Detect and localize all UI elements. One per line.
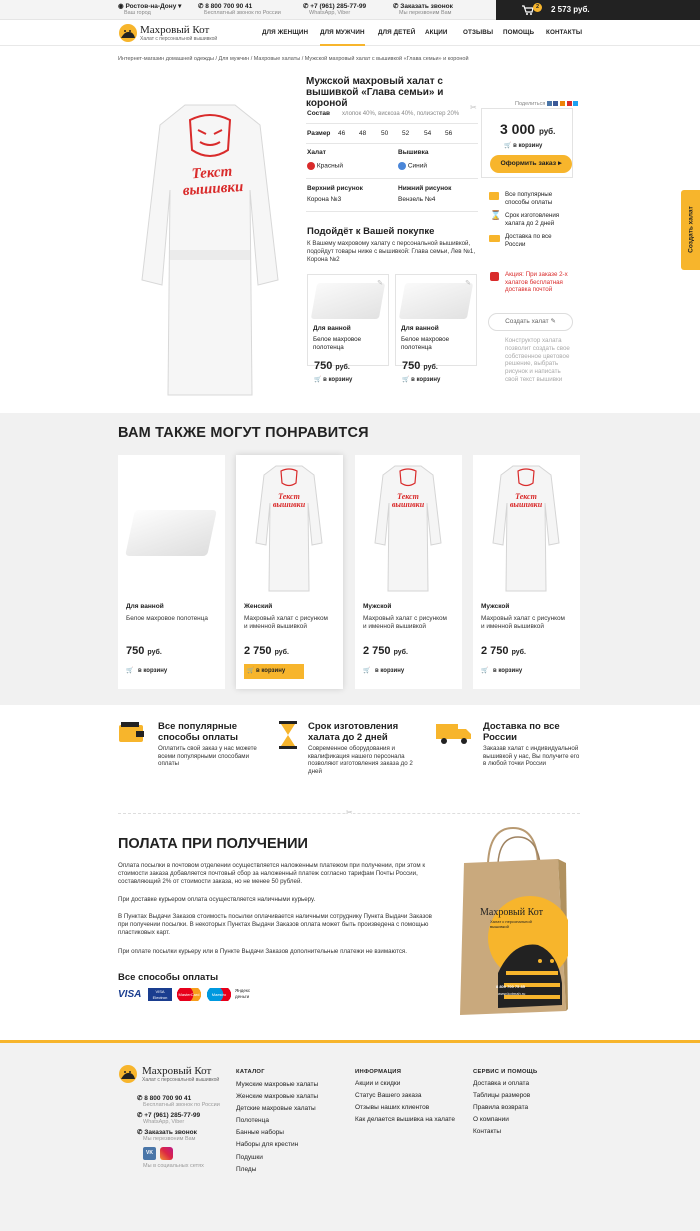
footer-info-links xyxy=(355,1078,455,1126)
whatsapp-icon: ✆ xyxy=(137,1112,143,1119)
footer-catalog-links xyxy=(236,1079,318,1176)
benefit-delivery-title: Доставка по все России xyxy=(483,721,560,743)
phone-1-sub: Бесплатный звонок по России xyxy=(204,10,281,16)
footer-link[interactable]: Мужские махровые халаты xyxy=(236,1081,319,1088)
footer-phone-2-number: +7 (961) 285-77-99 xyxy=(144,1112,201,1119)
whatsapp-icon: ✆ xyxy=(303,3,309,10)
cart-icon: 🛒 xyxy=(247,668,255,674)
footer-link[interactable]: Правила возврата xyxy=(473,1104,529,1112)
cart-icon: 🛒 xyxy=(402,377,410,383)
bag-site: www.kotmah.ru xyxy=(498,991,526,996)
bottom-pattern-label: Нижний рисунок xyxy=(398,185,452,192)
footer-link[interactable]: Доставка и оплата xyxy=(473,1080,530,1087)
robe-image xyxy=(254,463,324,593)
suit-card-currency: руб. xyxy=(423,364,438,371)
feature-delivery-text: Доставка по все России xyxy=(505,233,552,248)
footer-link[interactable]: Как делается вышивка на халате xyxy=(355,1116,455,1124)
robe-image xyxy=(373,463,443,593)
create-robe-button[interactable] xyxy=(488,313,573,331)
benefit-payment-title: Все популярные способы оплаты xyxy=(158,721,239,743)
divider xyxy=(306,178,478,179)
payment-paragraph-3: В Пунктах Выдачи Заказов стоимость посылки оплачивается наличными сотруднику Пункта Выдачи Заказов при получении посылки. В некоторых Пунктах Выдачи Заказов оплата может быть произведена с помощью пластиковых карт. xyxy=(118,913,432,936)
card-name: Махровый халат с рисунком и именной вышивкой xyxy=(363,615,447,630)
cart-label: в корзину xyxy=(256,668,286,674)
recommendation-card-3[interactable] xyxy=(355,455,462,689)
share-bar[interactable] xyxy=(515,101,578,107)
brand-name: Махровый Кот xyxy=(140,24,210,36)
footer-link[interactable]: Отзывы наших клиентов xyxy=(355,1104,430,1112)
footer-link[interactable]: О компании xyxy=(473,1116,509,1124)
card-embroidery-text: Текст вышивки xyxy=(272,492,306,509)
robe-color-label: Халат xyxy=(307,149,326,156)
maestro-logo: Maestro xyxy=(206,988,232,1001)
breadcrumb[interactable]: Интернет-магазин домашней одежды / Для мужчин / Махровые халаты / Мужской махровый халат с вышивкой «Глава семьи» и короной xyxy=(118,56,469,62)
suit-card-cart-button[interactable] xyxy=(314,376,352,383)
payment-title: ПОЛАТА ПРИ ПОЛУЧЕНИИ xyxy=(118,836,308,852)
callback-icon: ✆ xyxy=(137,1129,143,1136)
cart-label: в корзину xyxy=(411,377,441,383)
footer-catalog-title: КАТАЛОГ xyxy=(236,1069,265,1075)
feature-delivery xyxy=(489,233,569,248)
visa-electron-logo: VISA Electron xyxy=(148,988,172,1001)
robe-illustration xyxy=(140,100,280,400)
nav-contacts[interactable]: КОНТАКТЫ xyxy=(546,29,583,36)
edit-icon[interactable]: ✎ xyxy=(465,280,471,287)
footer-link[interactable]: Контакты xyxy=(473,1128,502,1136)
recommendations-title: ВАМ ТАКЖЕ МОГУТ ПОНРАВИТСЯ xyxy=(118,425,369,441)
card-name: Махровый халат с рисунком и именной вышивкой xyxy=(481,615,565,630)
footer-brand-tagline: Халат с персональной вышивкой xyxy=(142,1077,220,1083)
price-value: 3 000 xyxy=(500,121,536,137)
nav-active-indicator xyxy=(320,44,365,46)
price-currency: руб. xyxy=(538,127,556,136)
cart-label: в корзину xyxy=(138,668,168,674)
footer-social-sub: Мы в социальных сетях xyxy=(143,1163,204,1169)
order-label: Оформить заказ xyxy=(500,160,557,167)
order-button[interactable] xyxy=(490,155,572,173)
card-currency: руб. xyxy=(393,649,408,656)
footer-link[interactable]: Полотенца xyxy=(236,1117,269,1125)
suit-card-name: Белое махровое полотенца xyxy=(313,336,362,351)
card-currency: руб. xyxy=(511,649,526,656)
location-icon: ◉ xyxy=(118,3,124,10)
cart-icon: 🛒 xyxy=(363,668,371,674)
city-selector[interactable]: ◉ Ростов-на-Дону ▾ Ваш город xyxy=(118,3,182,16)
instagram-icon[interactable] xyxy=(160,1147,173,1160)
footer-phone-1-sub: Бесплатный звонок по России xyxy=(143,1102,220,1108)
suit-card-category: Для ванной xyxy=(401,325,439,332)
size-50[interactable]: 50 xyxy=(381,130,389,137)
recommendation-card-1[interactable] xyxy=(118,455,225,689)
hourglass-icon: ⌛ xyxy=(490,210,502,220)
embroidery-text: Текст вышивки xyxy=(182,163,244,200)
feature-payment xyxy=(489,191,569,206)
cat-logo-icon xyxy=(118,1064,138,1084)
city-name: Ростов-на-Дону xyxy=(125,3,177,10)
embroidery-color-label: Вышивка xyxy=(398,149,429,156)
card-price: 2 750 xyxy=(363,645,391,657)
promo-note[interactable] xyxy=(489,271,581,294)
nav-reviews[interactable]: ОТЗЫВЫ xyxy=(463,29,494,36)
create-robe-label: Создать халат xyxy=(505,318,549,325)
brand-tagline: Халат с персональной вышивкой xyxy=(140,36,218,42)
footer-phone-1[interactable] xyxy=(137,1094,220,1108)
cart-icon: 🛒 xyxy=(504,143,512,149)
card-category: Мужской xyxy=(363,603,392,610)
composition-label: Состав xyxy=(307,110,330,117)
add-to-cart-button[interactable] xyxy=(504,142,542,149)
top-pattern-value[interactable]: Корона №3 xyxy=(307,196,342,203)
cart-icon: 🛒 xyxy=(481,668,489,674)
cart-icon: 🛒 xyxy=(126,668,134,674)
card-cart-button[interactable] xyxy=(244,664,304,679)
footer-link[interactable]: Наборы для крестин xyxy=(236,1141,299,1149)
robe-color-option[interactable] xyxy=(307,162,343,170)
footer-link[interactable]: Пледы xyxy=(236,1165,257,1173)
card-price: 750 xyxy=(126,645,145,657)
embroidery-color-option[interactable] xyxy=(398,162,427,170)
nav-men[interactable]: ДЛЯ МУЖЧИН xyxy=(320,29,365,36)
divider xyxy=(306,123,478,124)
footer-link[interactable]: Детские махровые халаты xyxy=(236,1105,316,1113)
card-price: 2 750 xyxy=(481,645,509,657)
phone-2-number: +7 (961) 285-77-99 xyxy=(310,3,367,10)
truck-icon xyxy=(489,235,500,242)
chevron-right-icon: ▸ xyxy=(558,160,562,167)
share-label: Поделиться xyxy=(515,101,546,107)
feature-production-text: Срок изготовления халата до 2 дней xyxy=(505,212,560,227)
truck-icon xyxy=(436,721,472,745)
footer-brand-name: Махровый Кот xyxy=(142,1065,212,1077)
shopping-bag-image xyxy=(458,823,568,1018)
product-title: Мужской махровый халат с вышивкой «Глава семьи» и короной xyxy=(306,76,444,109)
recommendation-card-4[interactable] xyxy=(473,455,580,689)
bag-brand-tagline: Халат с персональной вышивкой xyxy=(490,919,532,929)
card-cart-button[interactable] xyxy=(481,664,541,679)
nav-women[interactable]: ДЛЯ ЖЕНЩИН xyxy=(262,29,309,36)
card-price: 2 750 xyxy=(244,645,272,657)
benefit-production-text: Современное оборудования и квалификация нашего персонала позволяют изготовления заказа до 2 дней xyxy=(308,745,413,775)
size-label: Размер xyxy=(307,130,331,137)
side-tab-label: Создать халат xyxy=(687,206,695,253)
social-icon[interactable] xyxy=(573,101,578,106)
towel-image xyxy=(311,283,385,319)
footer-phone-2[interactable] xyxy=(137,1111,200,1125)
pencil-icon: ✎ xyxy=(550,318,556,325)
top-pattern-label: Верхний рисунок xyxy=(307,185,363,192)
robe-color-value: Красный xyxy=(316,162,343,170)
top-bar xyxy=(0,0,700,20)
constructor-text: Конструктор халата позволит создать свое собственное цветовое решение, выбрать рисунок и написать свой текст вышивки xyxy=(505,337,570,383)
footer-info-title: ИНФОРМАЦИЯ xyxy=(355,1069,402,1075)
payment-paragraph-2: При доставке курьером оплата осуществляется наличными курьеру. xyxy=(118,896,316,903)
footer-link[interactable]: Статус Вашего заказа xyxy=(355,1092,422,1100)
wallet-icon xyxy=(118,721,146,743)
gift-icon xyxy=(490,272,499,281)
footer xyxy=(0,1040,700,1231)
blue-swatch xyxy=(398,162,406,170)
towel-image xyxy=(125,510,217,556)
phone-2-sub: WhatsApp, Viber xyxy=(309,10,351,16)
cart-total: 2 573 руб. xyxy=(551,5,590,14)
city-sub: Ваш город xyxy=(124,10,151,16)
add-to-cart-label: в корзину xyxy=(513,143,543,149)
divider xyxy=(306,143,478,144)
card-name: Белое махровое полотенца xyxy=(126,615,208,622)
size-54[interactable]: 54 xyxy=(424,130,432,137)
footer-phone-2-sub: WhatsApp, Viber xyxy=(143,1119,185,1125)
hourglass-icon xyxy=(278,721,298,749)
cart-button[interactable] xyxy=(496,0,700,20)
towel-image xyxy=(399,283,473,319)
suit-card-name: Белое махровое полотенца xyxy=(401,336,450,351)
card-name: Махровый халат с рисунком и именной вышивкой xyxy=(244,615,328,630)
product-image[interactable] xyxy=(140,100,280,400)
create-robe-side-tab[interactable] xyxy=(681,190,700,270)
card-cart-button[interactable] xyxy=(363,664,423,679)
footer-logo[interactable] xyxy=(118,1064,233,1086)
size-48[interactable]: 48 xyxy=(359,130,367,137)
payment-methods-title: Все способы оплаты xyxy=(118,972,219,983)
footer-callback-label: Заказать звонок xyxy=(144,1129,197,1136)
recommendation-card-2[interactable] xyxy=(236,455,343,689)
card-category: Мужской xyxy=(481,603,510,610)
phone-icon: ✆ xyxy=(198,3,204,10)
card-embroidery-text: Текст вышивки xyxy=(391,492,425,509)
feature-payment-text: Все популярные способы оплаты xyxy=(505,191,553,206)
robe-image xyxy=(491,463,561,593)
main-header xyxy=(0,20,700,46)
size-56[interactable]: 56 xyxy=(445,130,453,137)
callback-label: Заказать звонок xyxy=(400,3,453,10)
logo[interactable] xyxy=(118,23,233,43)
suit-card-price: 750 xyxy=(314,360,333,372)
feature-production xyxy=(489,212,571,227)
promo-text: Акция: При заказе 2-х халатов бесплатная доставка почтой xyxy=(505,271,568,293)
payment-paragraph-4: При оплате посылки курьеру или в Пункте Выдачи Заказов дополнительные платежи не взимаются. xyxy=(118,948,407,955)
footer-link[interactable]: Подушки xyxy=(236,1153,263,1161)
footer-service-title: СЕРВИС И ПОМОЩЬ xyxy=(473,1069,538,1075)
suit-card-currency: руб. xyxy=(335,364,350,371)
edit-icon[interactable]: ✎ xyxy=(377,280,383,287)
scissors-icon: ✂ xyxy=(470,103,477,112)
suits-text: К Вашему махровому халату с персональной вышивкой, подойдут товары ниже с вышивкой: Глава семьи, Лев №1, Корона №2 xyxy=(307,240,476,263)
wallet-icon xyxy=(489,192,499,200)
callback-sub: Мы перезвоним Вам xyxy=(399,10,452,16)
social-icon[interactable] xyxy=(567,101,572,106)
suit-card-price: 750 xyxy=(402,360,421,372)
footer-link[interactable]: Женские махровые халаты xyxy=(236,1093,319,1101)
vk-icon[interactable]: VK xyxy=(143,1147,156,1160)
nav-help[interactable]: ПОМОЩЬ xyxy=(503,29,535,36)
bottom-pattern-value[interactable]: Вензель №4 xyxy=(398,196,436,203)
footer-callback-sub: Мы перезвоним Вам xyxy=(143,1136,196,1142)
phone-icon: ✆ xyxy=(137,1095,143,1102)
suits-title: Подойдёт к Вашей покупке xyxy=(307,226,435,237)
size-46[interactable]: 46 xyxy=(338,130,346,137)
social-icon[interactable] xyxy=(560,101,565,106)
scissors-icon: ✂ xyxy=(346,808,353,817)
phone-1-number: 8 800 700 90 41 xyxy=(205,3,253,10)
cart-label: в корзину xyxy=(323,377,353,383)
suit-card-2[interactable] xyxy=(395,274,477,383)
payment-paragraph-1: Оплата посылки в почтовом отделении осуществляется наложенным платежом при получении, при этом к стоимости заказа добавляется почтовый сбор за наложенный платеж согласно тарифам Почты России, составляющий 2% от стоимости заказа, но не менее 50 рублей. xyxy=(118,862,426,885)
yandex-money-logo: Яндекс деньги xyxy=(235,988,251,999)
cart-label: в корзину xyxy=(493,668,523,674)
card-currency: руб. xyxy=(147,649,162,656)
suit-card-1[interactable] xyxy=(307,274,389,383)
suit-card-cart-button[interactable] xyxy=(402,376,440,383)
bag-phone: 8 800 700 75 85 xyxy=(496,984,525,989)
cart-icon: 🛒 xyxy=(314,377,322,383)
embroidery-color-value: Синий xyxy=(407,162,427,170)
card-category: Для ванной xyxy=(126,603,164,610)
footer-service-links xyxy=(473,1078,530,1138)
callback-link[interactable] xyxy=(393,3,453,17)
composition-value: хлопок 40%, вискоза 40%, полиэстер 20% xyxy=(342,111,460,117)
footer-link[interactable]: Акции и скидки xyxy=(355,1080,401,1087)
cart-count-badge: 2 xyxy=(533,3,542,12)
visa-logo: VISA xyxy=(118,989,142,1000)
card-cart-button[interactable] xyxy=(126,664,186,679)
footer-link[interactable]: Банные наборы xyxy=(236,1129,284,1137)
benefit-payment-text: Оплатить свой заказ у нас можете всеми популярными способами оплаты xyxy=(158,745,257,768)
footer-phone-1-number: 8 800 700 90 41 xyxy=(144,1095,192,1102)
callback-icon: ✆ xyxy=(393,3,399,10)
suit-card-category: Для ванной xyxy=(313,325,351,332)
benefit-delivery-text: Заказав халат с индивидуальной вышивкой у нас, Вы получите его в любой точки России xyxy=(483,745,580,768)
footer-callback[interactable] xyxy=(137,1128,197,1142)
cart-label: в корзину xyxy=(375,668,405,674)
divider xyxy=(306,211,478,212)
card-embroidery-text: Текст вышивки xyxy=(509,492,543,509)
bag-brand-name: Махровый Кот xyxy=(480,907,544,918)
social-icon[interactable] xyxy=(553,101,558,106)
mastercard-logo: MasterCard xyxy=(176,988,202,1001)
nav-promo[interactable]: АКЦИИ xyxy=(425,29,448,36)
social-icon[interactable] xyxy=(547,101,552,106)
product-price xyxy=(500,121,555,137)
phone-2[interactable] xyxy=(303,3,366,17)
card-category: Женский xyxy=(244,603,273,610)
card-currency: руб. xyxy=(274,649,289,656)
footer-link[interactable]: Таблицы размеров xyxy=(473,1092,531,1100)
recommendations-section xyxy=(0,413,700,705)
benefit-production-title: Срок изготовления халата до 2 дней xyxy=(308,721,399,743)
nav-kids[interactable]: ДЛЯ ДЕТЕЙ xyxy=(378,29,416,36)
cat-logo-icon xyxy=(118,23,138,43)
phone-1[interactable] xyxy=(198,3,281,17)
size-52[interactable]: 52 xyxy=(402,130,410,137)
red-swatch xyxy=(307,162,315,170)
